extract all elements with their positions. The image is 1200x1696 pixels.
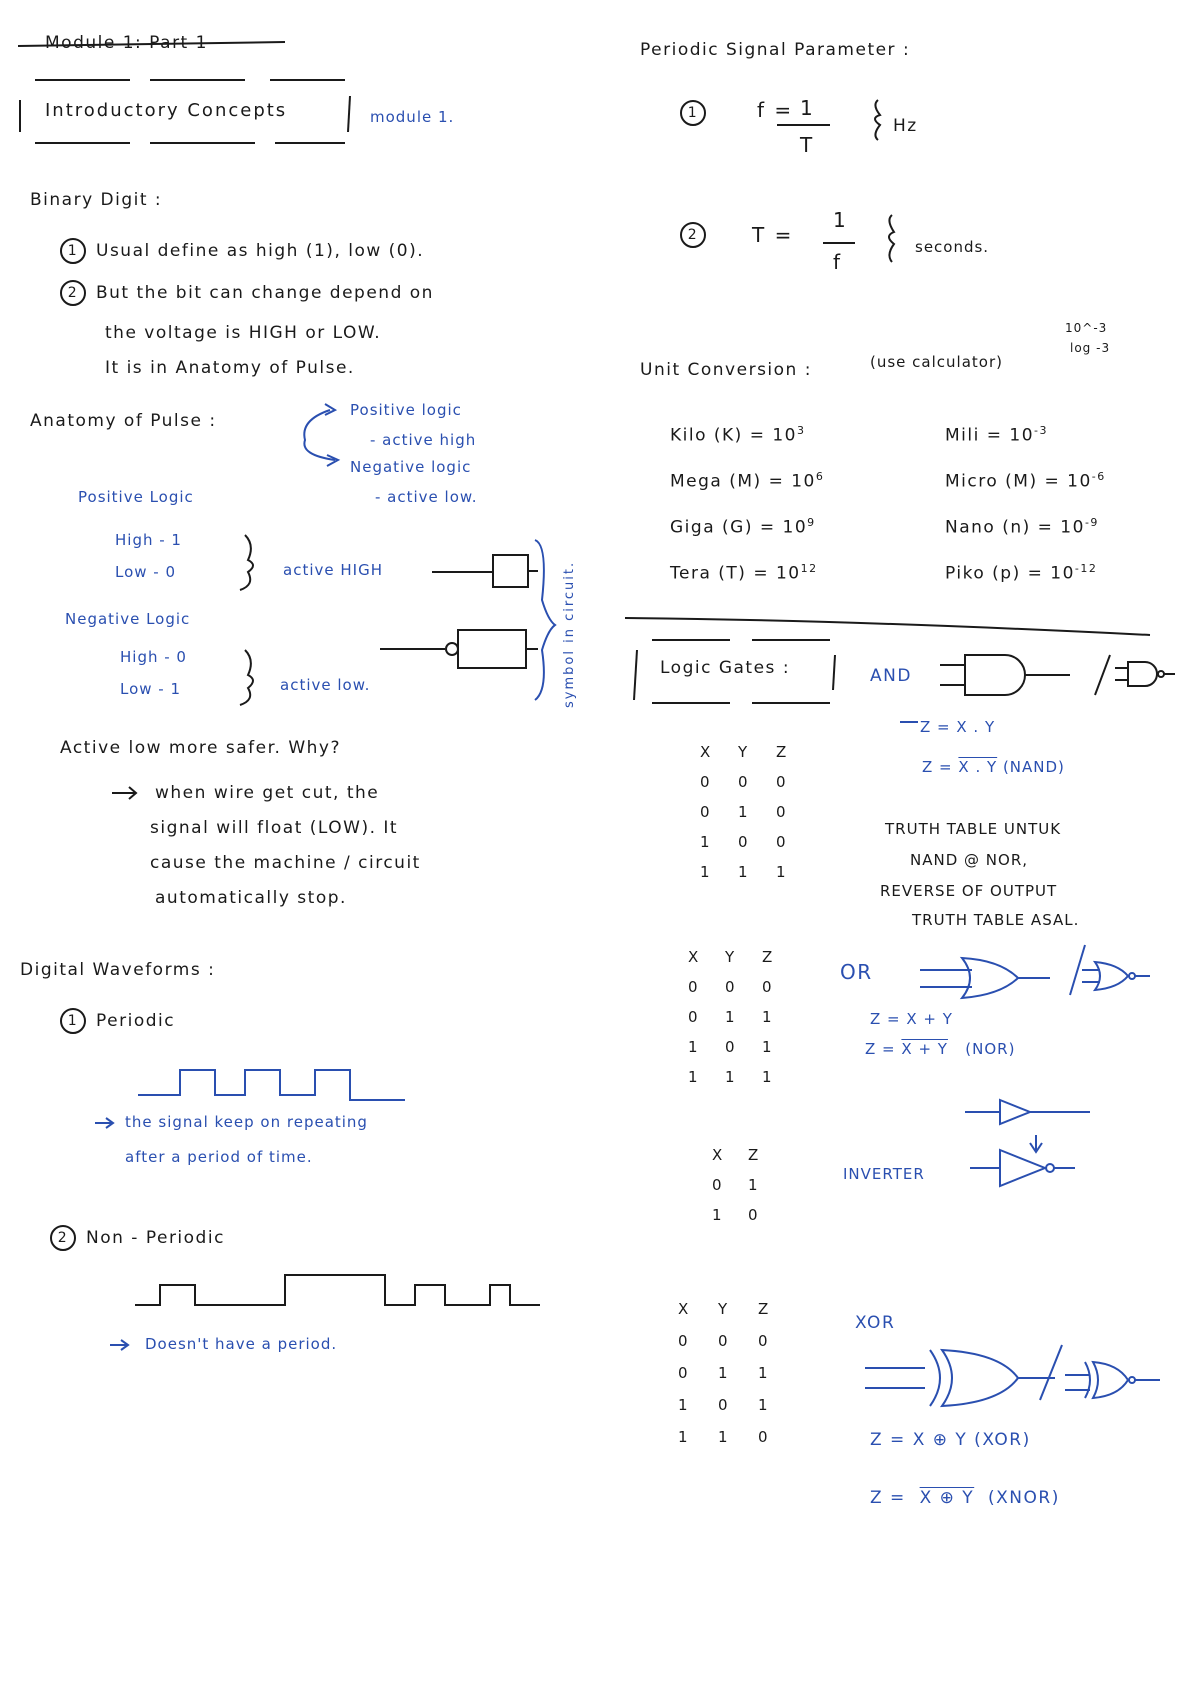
page-title: Introductory Concepts [45,100,288,121]
truth-table-cell: 1 [758,1364,769,1382]
waveforms-heading: Digital Waveforms : [20,960,216,980]
xor-label: XOR [855,1313,896,1333]
or-label: OR [840,960,873,984]
unit-exponent: 9 [807,516,816,529]
and-label: AND [870,666,912,686]
param-2-numerator: 1 [833,208,848,232]
active-low-answer-4: automatically stop. [155,888,347,908]
non-periodic-waveform [135,1275,540,1305]
anatomy-negative-sub: - active low. [375,488,478,506]
or-gate-symbol [920,945,1150,998]
active-high-symbol [432,555,538,587]
unit-label: Kilo (K) = 10 [670,425,797,446]
truth-table-cell: 0 [688,978,699,996]
negative-low: Low - 1 [120,680,182,698]
unit-label: Giga (G) = 10 [670,517,808,538]
param-1-lhs: f = [757,98,794,122]
truth-table-header: X [678,1300,690,1318]
unit-label: Micro (M) = 10 [945,471,1092,492]
inverter-symbol [965,1100,1090,1186]
truth-table-cell: 1 [776,863,787,881]
param-2-num [680,222,716,248]
unit-label: Mili = 10 [945,425,1035,446]
truth-table-cell: 0 [738,773,749,791]
unit-row [945,425,1048,445]
truth-table-cell: 0 [712,1176,723,1194]
unit-label: Nano (n) = 10 [945,517,1085,538]
truth-table-cell: 0 [758,1428,769,1446]
unit-row [945,471,1106,491]
unit-heading: Unit Conversion : [640,360,812,380]
module-label: module 1. [370,108,455,126]
truth-table-cell: 1 [678,1396,689,1414]
param-2-unit: seconds. [915,238,990,256]
positive-high: High - 1 [115,531,182,549]
truth-table-header: Z [758,1300,770,1318]
unit-row [945,563,1097,583]
symbol-note: symbol in circuit. [562,560,577,708]
truth-table-cell: 1 [725,1008,736,1026]
binary-point-2: 2 But the bit can change depend on [60,280,434,306]
truth-table-cell: 0 [700,773,711,791]
param-heading: Periodic Signal Parameter : [640,40,911,60]
param-1-num [680,100,716,126]
truth-table-header: Z [776,743,788,761]
truth-table-cell: 0 [725,978,736,996]
unit-exponent: -12 [1074,562,1098,575]
and-gate-symbol [940,655,1175,695]
truth-table-cell: 0 [748,1206,759,1224]
truth-table-header: Z [762,948,774,966]
unit-label: Tera (T) = 10 [670,563,801,584]
periodic-note-2: after a period of time. [125,1148,313,1166]
truth-table-cell: 1 [762,1068,773,1086]
num-1-icon: 1 [60,238,86,264]
unit-row [670,471,824,491]
truth-table-cell: 0 [776,803,787,821]
truth-table-cell: 0 [718,1332,729,1350]
truth-table-cell: 1 [758,1396,769,1414]
truth-table-cell: 0 [762,978,773,996]
param-2-denominator: f [833,250,843,274]
nonperiodic-note: Doesn't have a period. [145,1335,338,1353]
truth-table-cell: 0 [758,1332,769,1350]
xor-eq-2: Z = X ⊕ Y (XNOR) [870,1488,1060,1508]
param-1-unit: Hz [893,116,918,136]
param-2-lhs: T = [752,223,794,247]
num-2-icon: 2 [680,222,706,248]
truth-table-cell: 0 [678,1364,689,1382]
unit-side-2: log -3 [1070,341,1111,355]
truth-table-cell: 0 [688,1008,699,1026]
truth-table-cell: 1 [738,803,749,821]
num-1-icon: 1 [60,1008,86,1034]
negative-active: active low. [280,676,371,694]
or-eq-2: Z = X + Y (NOR) [865,1040,1016,1058]
truth-table-cell: 1 [688,1038,699,1056]
binary-point-2c: It is in Anatomy of Pulse. [105,358,355,378]
truth-table-cell: 1 [678,1428,689,1446]
unit-exponent: 6 [815,470,825,483]
tt-note-3: REVERSE OF OUTPUT [880,882,1058,900]
truth-table-cell: 1 [738,863,749,881]
truth-table-header: X [700,743,712,761]
truth-table-cell: 1 [700,833,711,851]
truth-table-header: Y [718,1300,729,1318]
truth-table-cell: 1 [718,1364,729,1382]
and-eq-2: Z = X . Y (NAND) [922,758,1065,776]
binary-point-1: 1 Usual define as high (1), low (0). [60,238,424,264]
truth-table-header: Z [748,1146,760,1164]
truth-table-cell: 0 [718,1396,729,1414]
truth-table-cell: 1 [712,1206,723,1224]
active-low-answer-3: cause the machine / circuit [150,853,421,873]
truth-table-cell: 1 [762,1008,773,1026]
unit-exponent: 12 [800,562,818,575]
unit-note: (use calculator) [870,353,1003,371]
and-eq-1: Z = X . Y [920,718,996,736]
truth-table-header: X [712,1146,724,1164]
anatomy-positive: Positive logic [350,401,462,419]
unit-row [670,517,816,537]
truth-table-cell: 0 [776,833,787,851]
periodic-waveform [138,1070,405,1100]
truth-table-cell: 1 [718,1428,729,1446]
gates-heading: Logic Gates : [660,658,791,678]
tt-note-2: NAND @ NOR, [910,851,1029,869]
unit-side-1: 10^-3 [1065,321,1108,335]
negative-logic-heading: Negative Logic [65,610,191,628]
nonperiodic-label: 2 Non - Periodic [50,1225,225,1251]
num-2-icon: 2 [60,280,86,306]
unit-row [945,517,1099,537]
binary-heading: Binary Digit : [30,190,163,210]
unit-row [670,425,806,445]
positive-logic-heading: Positive Logic [78,488,194,506]
truth-table-cell: 1 [700,863,711,881]
unit-label: Piko (p) = 10 [945,563,1075,584]
truth-table-header: X [688,948,700,966]
active-low-answer-2: signal will float (LOW). It [150,818,399,838]
active-low-answer-1: when wire get cut, the [155,783,380,803]
anatomy-negative: Negative logic [350,458,472,476]
truth-table-cell: 1 [762,1038,773,1056]
periodic-label: 1 Periodic [60,1008,175,1034]
unit-exponent: 3 [797,424,806,437]
param-1-denominator: T [800,133,815,157]
negative-high: High - 0 [120,648,187,666]
unit-exponent: -3 [1034,424,1048,437]
truth-table-cell: 0 [725,1038,736,1056]
truth-table-header: Y [738,743,749,761]
truth-table-cell: 1 [748,1176,759,1194]
truth-table-cell: 0 [700,803,711,821]
xor-eq-1: Z = X ⊕ Y (XOR) [870,1430,1031,1450]
or-eq-1: Z = X + Y [870,1010,953,1028]
periodic-note-1: the signal keep on repeating [125,1113,368,1131]
inverter-label: INVERTER [843,1165,925,1183]
unit-row [670,563,818,583]
truth-table-cell: 0 [738,833,749,851]
truth-table-cell: 0 [776,773,787,791]
truth-table-cell: 1 [725,1068,736,1086]
num-1-icon: 1 [680,100,706,126]
anatomy-heading: Anatomy of Pulse : [30,411,217,431]
unit-exponent: -6 [1091,470,1106,483]
truth-table-header: Y [725,948,736,966]
anatomy-arrow [304,410,335,460]
truth-table-cell: 0 [678,1332,689,1350]
tt-note-4: TRUTH TABLE ASAL. [912,911,1080,929]
active-low-question: Active low more safer. Why? [60,738,341,758]
active-low-symbol [380,630,538,668]
positive-low: Low - 0 [115,563,177,581]
unit-label: Mega (M) = 10 [670,471,816,492]
param-1-numerator: 1 [800,96,815,120]
anatomy-positive-sub: - active high [370,431,477,449]
tt-note-1: TRUTH TABLE UNTUK [885,820,1062,838]
strike-title: Module 1: Part 1 [45,33,208,53]
unit-exponent: -9 [1084,516,1099,529]
positive-active: active HIGH [283,561,383,579]
truth-table-cell: 1 [688,1068,699,1086]
num-2-icon: 2 [50,1225,76,1251]
xor-gate-symbol [865,1345,1160,1406]
binary-point-2b: the voltage is HIGH or LOW. [105,323,382,343]
